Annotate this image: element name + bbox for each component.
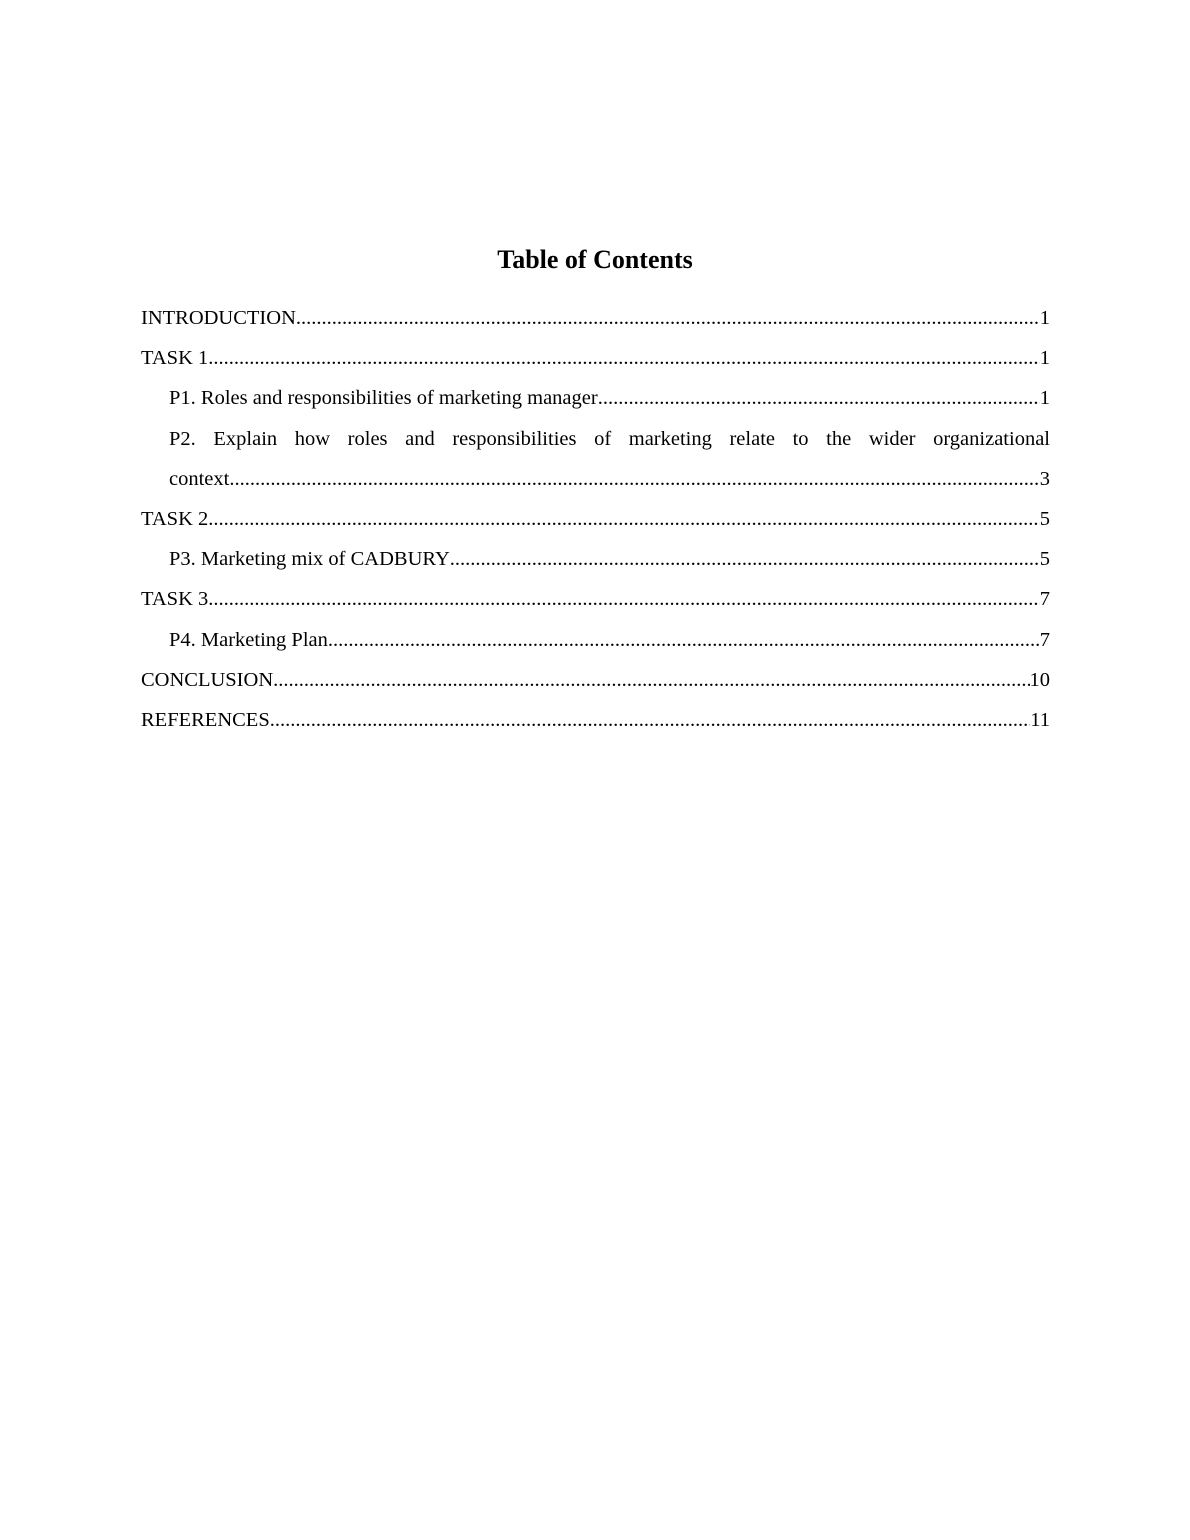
toc-entry-p3[interactable]: [141, 539, 1050, 579]
toc-dot-leader: [270, 700, 1031, 740]
toc-page-number: 11: [1030, 708, 1050, 731]
toc-entry-label: TASK 3: [141, 588, 209, 611]
toc-entry-task-2[interactable]: [141, 499, 1050, 539]
toc-dot-leader: [273, 660, 1029, 700]
toc-entry-introduction[interactable]: [141, 298, 1050, 338]
toc-dot-leader: [328, 620, 1040, 660]
toc-entry-task-1[interactable]: [141, 338, 1050, 378]
toc-page-number: 1: [1039, 307, 1050, 329]
toc-page-number: 10: [1029, 668, 1050, 691]
toc-entry-label: P3. Marketing mix of CADBURY: [169, 548, 450, 571]
toc-dot-leader: [208, 579, 1039, 619]
toc-entry-p4[interactable]: [141, 620, 1050, 660]
toc-entry-label: TASK 1: [141, 347, 209, 370]
toc-entry-references[interactable]: [141, 700, 1050, 740]
toc-page-number: 1: [1039, 347, 1050, 370]
toc-entry-label-line-1: P2. Explain how roles and responsibilities of marketing relate to the wider organizational: [169, 427, 1050, 450]
toc-page-number: 5: [1039, 548, 1050, 571]
toc-entry-label: TASK 2: [141, 507, 209, 530]
toc-dot-leader: [296, 298, 1040, 338]
toc-page-number: 5: [1039, 507, 1050, 530]
toc-dot-leader: [208, 499, 1039, 539]
toc-entry-line-2: [169, 459, 1050, 499]
toc-entry-p1[interactable]: [141, 378, 1050, 418]
toc-entry-conclusion[interactable]: [141, 660, 1050, 700]
toc-dot-leader: [229, 459, 1039, 499]
toc-entry-label: CONCLUSION: [141, 668, 274, 691]
toc-page-number: 3: [1039, 467, 1050, 490]
toc-entry-task-3[interactable]: [141, 579, 1050, 619]
toc-page-number: 7: [1039, 588, 1050, 611]
toc-entry-label: REFERENCES: [141, 708, 270, 731]
table-of-contents: [141, 298, 1050, 740]
toc-dot-leader: [450, 539, 1040, 579]
toc-page-number: 1: [1039, 387, 1050, 410]
toc-dot-leader: [598, 378, 1040, 418]
toc-entry-label: INTRODUCTION: [141, 307, 296, 329]
toc-entry-label: P1. Roles and responsibilities of marketing manager: [169, 387, 598, 410]
page-title: Table of Contents: [497, 245, 693, 274]
toc-entry-p2[interactable]: [141, 419, 1050, 499]
toc-entry-label-line-2: context: [169, 467, 230, 490]
toc-dot-leader: [208, 338, 1039, 378]
toc-page-number: 7: [1039, 628, 1050, 651]
toc-entry-label: P4. Marketing Plan: [169, 628, 328, 651]
